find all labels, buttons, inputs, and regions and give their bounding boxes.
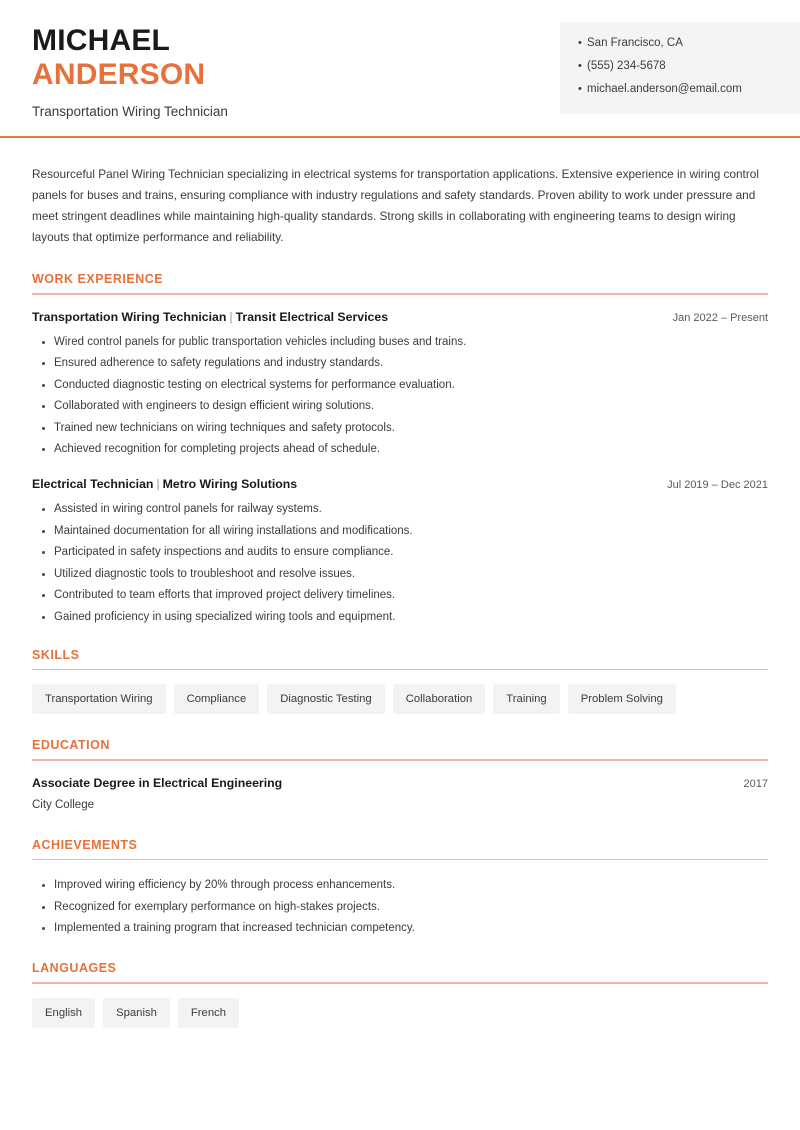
experience-bullet: Ensured adherence to safety regulations and industry standards. bbox=[40, 356, 768, 371]
experience-bullet: Assisted in wiring control panels for railway systems. bbox=[40, 502, 768, 517]
resume-content bbox=[0, 138, 800, 1028]
experience-company: Metro Wiring Solutions bbox=[162, 477, 298, 491]
skill-tag: Problem Solving bbox=[568, 684, 676, 714]
experience-bullet: Collaborated with engineers to design efficient wiring solutions. bbox=[40, 399, 768, 414]
contact-phone-value: (555) 234-5678 bbox=[587, 60, 666, 72]
achievements-bullet-list bbox=[32, 878, 768, 936]
achievement-bullet: Improved wiring efficiency by 20% through process enhancements. bbox=[40, 878, 768, 893]
experience-title-line bbox=[32, 309, 388, 325]
experience-entry-head bbox=[32, 476, 768, 493]
name-second-line bbox=[32, 58, 560, 92]
section-work-experience bbox=[32, 272, 768, 625]
experience-bullet: Maintained documentation for all wiring installations and modifications. bbox=[40, 524, 768, 539]
education-school: City College bbox=[32, 798, 94, 811]
experience-role: Electrical Technician bbox=[32, 477, 154, 491]
skill-tag: Compliance bbox=[174, 684, 260, 714]
section-title-languages: LANGUAGES bbox=[32, 961, 117, 975]
experience-bullet: Conducted diagnostic testing on electrical systems for performance evaluation. bbox=[40, 378, 768, 393]
contact-info-box bbox=[560, 22, 800, 114]
contact-item-email[interactable] bbox=[578, 82, 784, 96]
skill-tag: Training bbox=[493, 684, 559, 714]
bullet-icon: • bbox=[578, 37, 582, 49]
experience-bullet: Wired control panels for public transportation vehicles including buses and trains. bbox=[40, 335, 768, 350]
skill-tag: Transportation Wiring bbox=[32, 684, 166, 714]
education-year: 2017 bbox=[743, 777, 768, 790]
section-rule bbox=[32, 669, 768, 671]
experience-entry bbox=[32, 309, 768, 458]
experience-bullet: Achieved recognition for completing projects ahead of schedule. bbox=[40, 442, 768, 457]
experience-entry bbox=[32, 476, 768, 625]
section-education bbox=[32, 738, 768, 813]
resume-header bbox=[0, 0, 800, 136]
identity-block bbox=[0, 0, 560, 121]
experience-bullet-list bbox=[32, 502, 768, 625]
first-name: MICHAEL bbox=[32, 24, 171, 57]
experience-bullet: Participated in safety inspections and audits to ensure compliance. bbox=[40, 545, 768, 560]
experience-company: Transit Electrical Services bbox=[235, 309, 389, 324]
contact-email-value: michael.anderson@email.com bbox=[587, 83, 742, 95]
contact-item-phone[interactable] bbox=[578, 59, 784, 73]
skills-tag-row bbox=[32, 684, 768, 714]
last-name: ANDERSON bbox=[32, 58, 206, 91]
experience-date-range: Jan 2022 – Present bbox=[672, 311, 768, 324]
education-degree: Associate Degree in Electrical Engineering bbox=[32, 775, 283, 790]
section-rule bbox=[32, 293, 768, 295]
section-title-skills: SKILLS bbox=[32, 647, 80, 662]
language-tag: English bbox=[32, 998, 95, 1028]
section-skills bbox=[32, 648, 768, 715]
contact-item-location bbox=[578, 36, 784, 50]
achievement-bullet: Recognized for exemplary performance on high-stakes projects. bbox=[40, 900, 768, 915]
experience-bullet: Contributed to team efforts that improved project delivery timelines. bbox=[40, 588, 768, 603]
skill-tag: Diagnostic Testing bbox=[267, 684, 384, 714]
education-entry-head bbox=[32, 775, 768, 792]
section-title-education: EDUCATION bbox=[32, 738, 110, 752]
section-rule bbox=[32, 982, 768, 984]
section-achievements bbox=[32, 838, 768, 937]
section-title-achievements: ACHIEVEMENTS bbox=[32, 837, 138, 852]
languages-tag-row bbox=[32, 998, 768, 1028]
experience-bullet: Utilized diagnostic tools to troubleshoot and resolve issues. bbox=[40, 567, 768, 582]
bullet-icon: • bbox=[578, 83, 582, 95]
section-rule bbox=[32, 759, 768, 761]
experience-bullet-list bbox=[32, 335, 768, 458]
experience-entry-head bbox=[32, 309, 768, 326]
skill-tag: Collaboration bbox=[393, 684, 486, 714]
language-tag: Spanish bbox=[103, 998, 170, 1028]
contact-location-value: San Francisco, CA bbox=[587, 37, 683, 49]
title-separator: | bbox=[229, 309, 233, 324]
section-rule bbox=[32, 859, 768, 861]
name-first-line bbox=[32, 24, 560, 58]
headline-job-title: Transportation Wiring Technician bbox=[32, 104, 228, 119]
section-languages bbox=[32, 961, 768, 1028]
language-tag: French bbox=[178, 998, 239, 1028]
achievement-bullet: Implemented a training program that increased technician competency. bbox=[40, 921, 768, 936]
bullet-icon: • bbox=[578, 60, 582, 72]
education-entry bbox=[32, 775, 768, 813]
experience-title-line bbox=[32, 476, 297, 492]
experience-date-range: Jul 2019 – Dec 2021 bbox=[667, 479, 768, 491]
experience-bullet: Gained proficiency in using specialized wiring tools and equipment. bbox=[40, 610, 768, 625]
experience-bullet: Trained new technicians on wiring techniques and safety protocols. bbox=[40, 421, 768, 436]
professional-summary: Resourceful Panel Wiring Technician specializing in electrical systems for transportation applications. Extensive experience in wiring control panels for buses and trains, ensuring compliance with industry regulations and safety standards. Proven ability to work under pressure and meet stringent deadlines while maintaining high-quality standards. Strong skills in collaborating with engineering teams to design wiring layouts that optimize performance and reliability. bbox=[32, 167, 759, 244]
experience-role: Transportation Wiring Technician bbox=[32, 309, 227, 324]
title-separator: | bbox=[156, 477, 160, 491]
section-title-work-experience: WORK EXPERIENCE bbox=[32, 272, 164, 286]
